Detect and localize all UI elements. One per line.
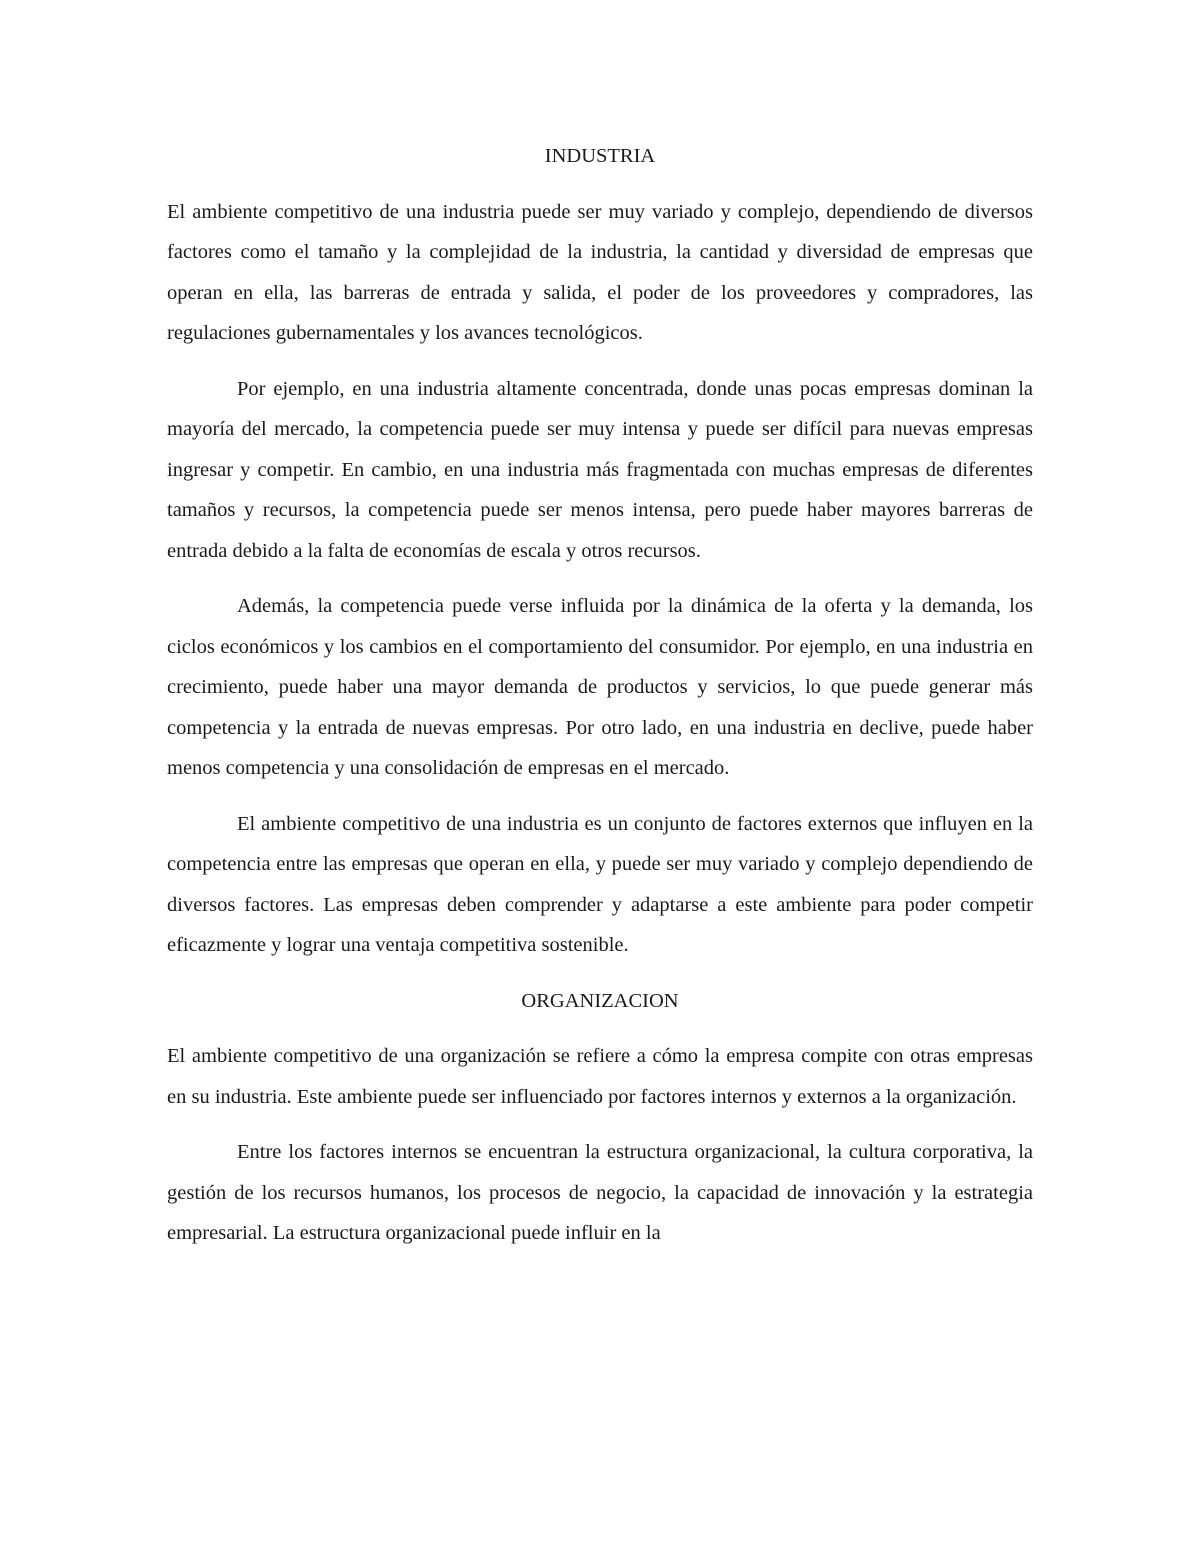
paragraph: El ambiente competitivo de una industria puede ser muy variado y complejo, dependiendo de diversos factores como el tamaño y la complejidad de la industria, la cantidad y diversidad de empresas que operan en ella, las barreras de entrada y salida, el poder de los proveedores y compradores, las regulaciones gubernamentales y los avances tecnológicos. — [167, 200, 1033, 344]
document-body — [167, 136, 1033, 1254]
paragraph: El ambiente competitivo de una organización se refiere a cómo la empresa compite con otras empresas en su industria. Este ambiente puede ser influenciado por factores internos y externos a la organización. — [167, 1045, 1033, 1108]
section-heading-organizacion: ORGANIZACION — [521, 989, 679, 1012]
section-heading-industria: INDUSTRIA — [544, 145, 656, 167]
paragraph: Entre los factores internos se encuentran la estructura organizacional, la cultura corporativa, la gestión de los recursos humanos, los procesos de negocio, la capacidad de innovación y la estrategia empresarial. La estructura organizacional puede influir en la — [167, 1141, 1033, 1244]
paragraph: Por ejemplo, en una industria altamente concentrada, donde unas pocas empresas dominan la mayoría del mercado, la competencia puede ser muy intensa y puede ser difícil para nuevas empresas ingresar y competir. En cambio, en una industria más fragmentada con muchas empresas de diferentes tamaños y recursos, la competencia puede ser menos intensa, pero puede haber mayores barreras de entrada debido a la falta de economías de escala y otros recursos. — [167, 377, 1033, 562]
paragraph: El ambiente competitivo de una industria es un conjunto de factores externos que influyen en la competencia entre las empresas que operan en ella, y puede ser muy variado y complejo dependiendo de diversos factores. Las empresas deben comprender y adaptarse a este ambiente para poder competir eficazmente y lograr una ventaja competitiva sostenible. — [167, 812, 1033, 956]
paragraph: Además, la competencia puede verse influida por la dinámica de la oferta y la demanda, los ciclos económicos y los cambios en el comportamiento del consumidor. Por ejemplo, en una industria en crecimiento, puede haber una mayor demanda de productos y servicios, lo que puede generar más competencia y la entrada de nuevas empresas. Por otro lado, en una industria en declive, puede haber menos competencia y una consolidación de empresas en el mercado. — [167, 595, 1033, 779]
